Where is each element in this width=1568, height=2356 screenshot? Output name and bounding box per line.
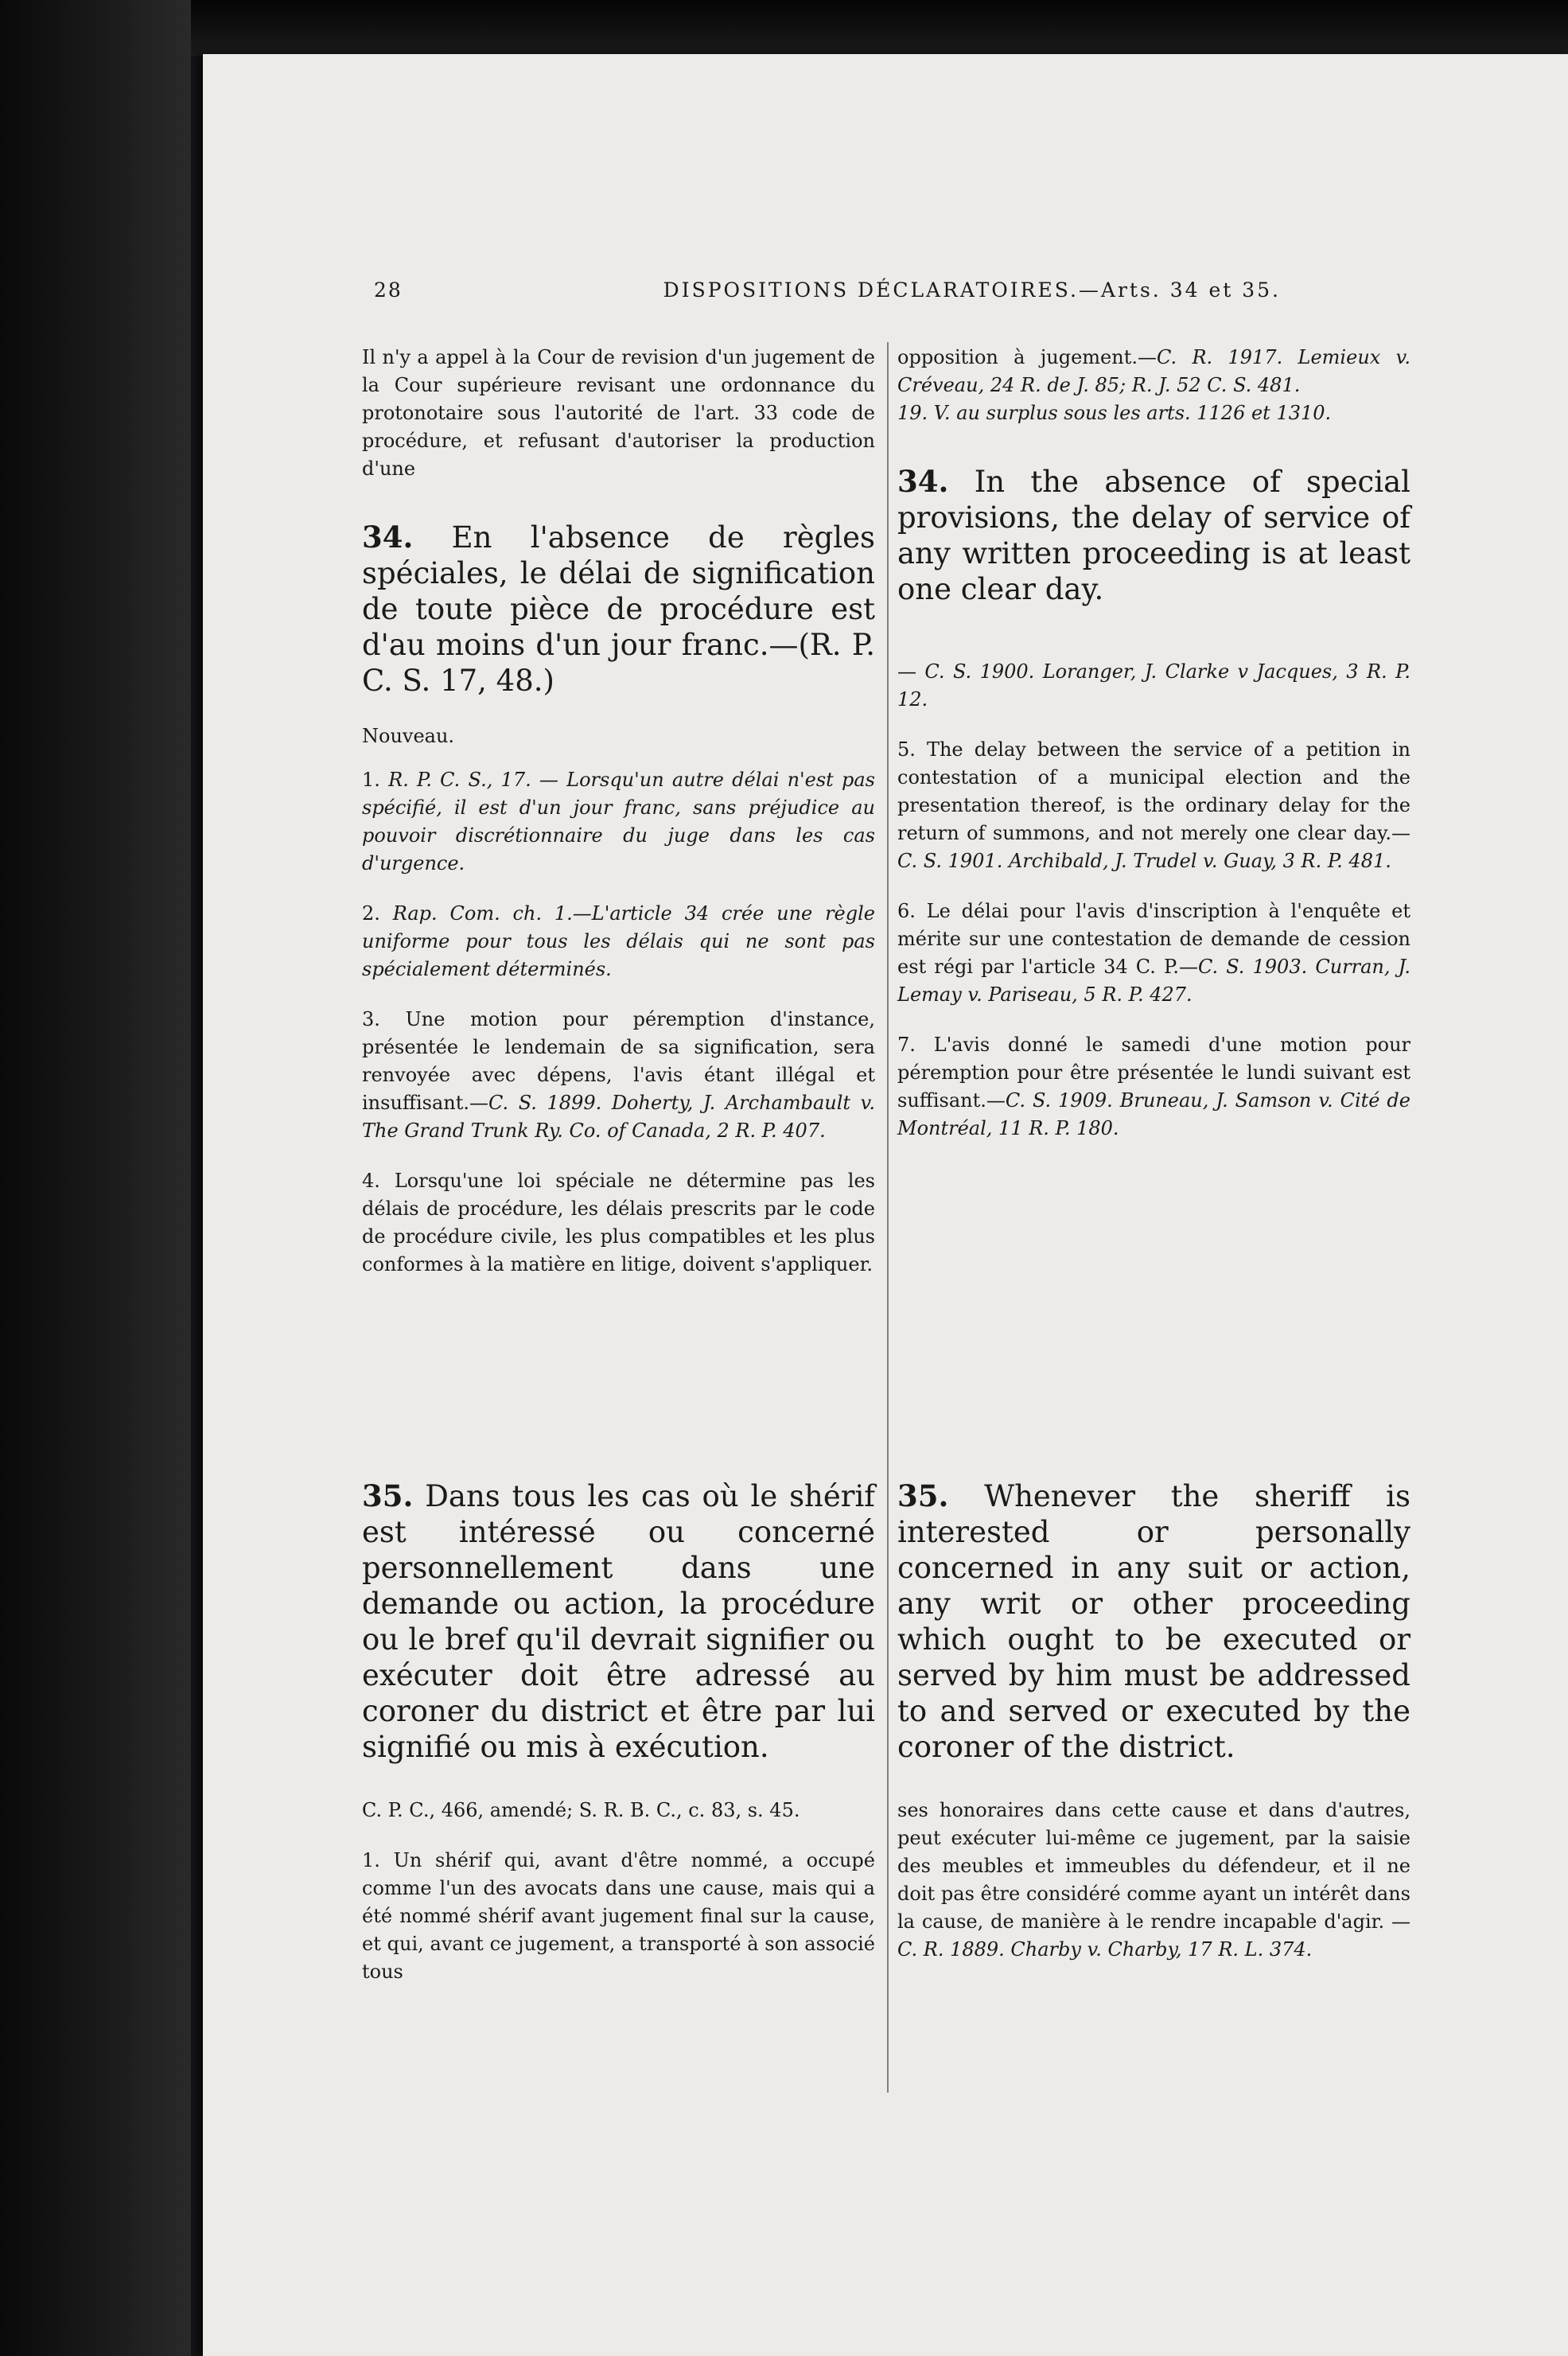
left-note-2-number: 2.: [362, 902, 380, 925]
right-article-35-continuation-citation: C. R. 1889. Charby v. Charby, 17 R. L. 374.: [897, 1938, 1313, 1961]
left-top-note: Il n'y a appel à la Cour de revision d'un jugement de la Cour supérieure revisant une ordonnance du protonotaire sous l'autorité de l'art. 33 code de procédure, et refusant d'autoriser la production d'une: [362, 346, 875, 480]
right-article-34: [897, 464, 1410, 607]
left-article-35-number: 35.: [362, 1478, 414, 1513]
right-note-6-text: 6. Le délai pour l'avis d'inscription à l'enquête et mérite sur une contestation de demande de cession est régi par l'article 34 C. P.—: [897, 900, 1410, 978]
column-divider: [887, 342, 889, 2093]
left-note-4: 4. Lorsqu'une loi spéciale ne détermine pas les délais de procédure, les délais prescrits par le code de procédure civile, les plus compatibles et les plus conformes à la matière en litige, doivent s'appliquer.: [362, 1170, 875, 1275]
right-citation-1: — C. S. 1900. Loranger, J. Clarke v Jacques, 3 R. P. 12.: [897, 660, 1410, 711]
right-top-note: [897, 344, 1410, 399]
left-note-3: [362, 1006, 875, 1145]
left-article-34-number: 34.: [362, 520, 414, 555]
left-article-34: [362, 520, 875, 699]
right-note-6: [897, 898, 1410, 1009]
right-article-34-text: In the absence of special provisions, the delay of service of any written proceeding is at least one clear day.: [897, 465, 1410, 606]
left-note-3-text: 3. Une motion pour péremption d'instance, présentée le lendemain de sa signification, sera renvoyée avec dépens, l'avis étant illégal et insuffisant.—: [362, 1008, 875, 1114]
page-number: 28: [374, 278, 403, 302]
right-top-note-citation: C. R. 1917. Lemieux v. Créveau, 24 R. de J. 85; R. J. 52 C. S. 481.: [897, 346, 1410, 396]
right-article-35: [897, 1478, 1410, 1765]
right-column: [897, 344, 1410, 1143]
running-title: DISPOSITIONS DÉCLARATOIRES.—Arts. 34 et 35.: [663, 278, 1281, 302]
right-note-7-citation: C. S. 1909. Bruneau, J. Samson v. Cité de Montréal, 11 R. P. 180.: [897, 1089, 1410, 1139]
right-article-35-continuation-text: ses honoraires dans cette cause et dans d'autres, peut exécuter lui-même ce jugement, par la saisie des meubles et immeubles du défendeur, et il ne doit pas être considéré comme ayant un intérêt dans la cause, de manière à le rendre incapable d'agir. —: [897, 1799, 1410, 1933]
right-article-35-number: 35.: [897, 1478, 949, 1513]
page-header: [374, 278, 1281, 302]
left-article-35: [362, 1478, 875, 1765]
right-top-note-text: opposition à jugement.—: [897, 346, 1157, 368]
right-article-35-continuation: [897, 1797, 1410, 1964]
right-note-5-citation: C. S. 1901. Archibald, J. Trudel v. Guay, 3 R. P. 481.: [897, 850, 1391, 872]
right-note-19: 19. V. au surplus sous les arts. 1126 et 1310.: [897, 402, 1332, 424]
left-nouveau: Nouveau.: [362, 725, 455, 747]
left-note-3-citation: C. S. 1899. Doherty, J. Archambault v. The Grand Trunk Ry. Co. of Canada, 2 R. P. 407.: [362, 1092, 875, 1142]
left-note-1-text: R. P. C. S., 17. — Lorsqu'un autre délai n'est pas spécifié, il est d'un jour franc, sans préjudice au pouvoir discrétionnaire du juge dans les cas d'urgence.: [362, 769, 875, 874]
left-note-1: [362, 766, 875, 878]
right-note-7: [897, 1031, 1410, 1143]
left-note-1-number: 1.: [362, 769, 380, 791]
left-article-35-source: C. P. C., 466, amendé; S. R. B. C., c. 83, s. 45.: [362, 1799, 800, 1821]
film-edge-top: [0, 0, 1568, 56]
right-note-7-text: 7. L'avis donné le samedi d'une motion pour péremption pour être présentée le lundi suivant est suffisant.—: [897, 1034, 1410, 1112]
film-edge-left: [0, 0, 191, 2356]
left-column-lower: [362, 1478, 875, 1986]
left-note-2: [362, 900, 875, 983]
left-column: [362, 344, 875, 1279]
right-column-lower: [897, 1478, 1410, 1964]
right-article-34-number: 34.: [897, 464, 949, 499]
left-article-35-note-1: 1. Un shérif qui, avant d'être nommé, a occupé comme l'un des avocats dans une cause, mais qui a été nommé shérif avant jugement final sur la cause, et qui, avant ce jugement, a transporté à son associé tous: [362, 1849, 875, 1983]
right-note-5-text: 5. The delay between the service of a petition in contestation of a municipal election and the presentation thereof, is the ordinary delay for the return of summons, and not merely one clear day.—: [897, 738, 1410, 844]
left-article-35-text: Dans tous les cas où le shérif est intéressé ou concerné personnellement dans une demande ou action, la procédure ou le bref qu'il devrait signifier ou exécuter doit être adressé au coroner du district et être par lui signifié ou mis à exécution.: [362, 1479, 875, 1764]
right-note-5: [897, 736, 1410, 875]
right-note-6-citation: C. S. 1903. Curran, J. Lemay v. Pariseau, 5 R. P. 427.: [897, 956, 1410, 1006]
right-article-35-text: Whenever the sheriff is interested or personally concerned in any suit or action, any writ or other proceeding which ought to be executed or served by him must be addressed to and served or executed by the coroner of the district.: [897, 1479, 1410, 1764]
left-note-2-text: Rap. Com. ch. 1.—L'article 34 crée une règle uniforme pour tous les délais qui ne sont pas spécialement déterminés.: [362, 902, 875, 980]
left-article-34-text: En l'absence de règles spéciales, le délai de signification de toute pièce de procédure est d'au moins d'un jour franc.—(R. P. C. S. 17, 48.): [362, 520, 875, 698]
